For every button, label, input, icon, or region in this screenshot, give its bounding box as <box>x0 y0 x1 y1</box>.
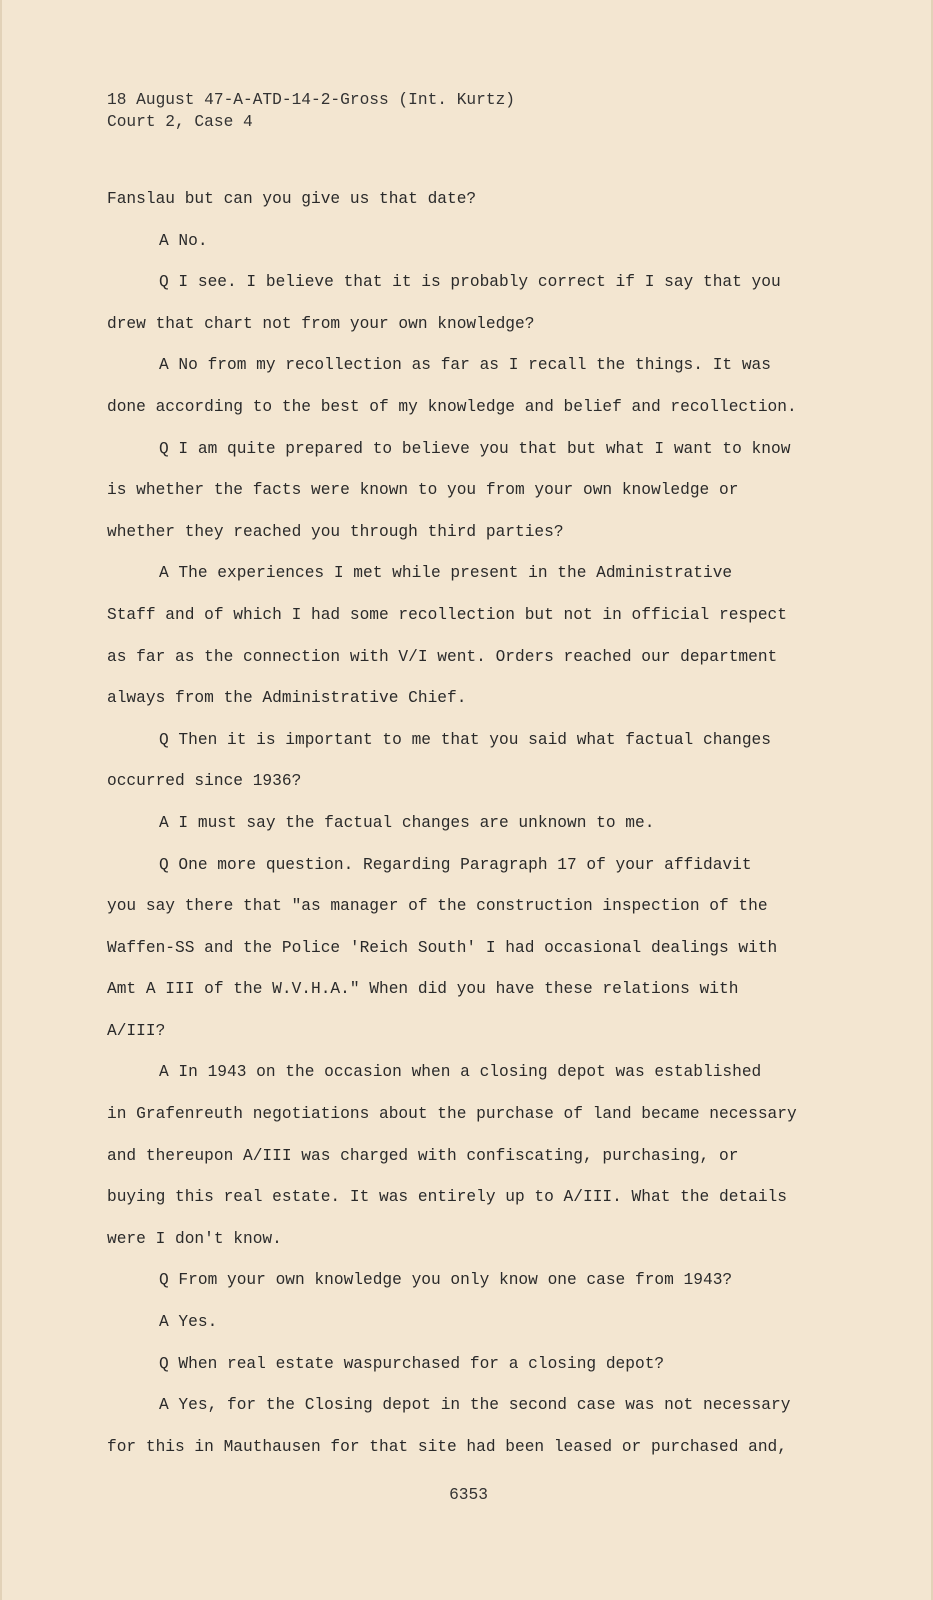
transcript-body <box>107 188 847 1477</box>
transcript-line: Q I see. I believe that it is probably correct if I say that you <box>159 273 781 292</box>
transcript-line: in Grafenreuth negotiations about the purchase of land became necessary <box>107 1105 797 1124</box>
header-line-2: Court 2, Case 4 <box>107 113 253 131</box>
transcript-line: Q Then it is important to me that you said what factual changes <box>159 730 771 749</box>
transcript-line: A In 1943 on the occasion when a closing depot was established <box>159 1063 762 1082</box>
transcript-line: A Yes. <box>159 1313 218 1332</box>
transcript-line: A The experiences I met while present in the Administrative <box>159 564 733 583</box>
transcript-line: Staff and of which I had some recollection but not in official respect <box>107 605 787 624</box>
transcript-line: A I must say the factual changes are unknown to me. <box>159 813 655 832</box>
transcript-line: done according to the best of my knowledge and belief and recollection. <box>107 397 797 416</box>
transcript-line: Q One more question. Regarding Paragraph 17 of your affidavit <box>159 855 752 874</box>
transcript-line: A No. <box>159 231 208 250</box>
transcript-line: for this in Mauthausen for that site had been leased or purchased and, <box>107 1437 787 1456</box>
transcript-line: drew that chart not from your own knowledge? <box>107 314 535 333</box>
transcript-line: Fanslau but can you give us that date? <box>107 190 477 208</box>
transcript-line: you say there that "as manager of the construction inspection of the <box>107 897 768 916</box>
transcript-line: as far as the connection with V/I went. Orders reached our department <box>107 647 778 666</box>
transcript-line: A Yes, for the Closing depot in the second case was not necessary <box>159 1396 791 1415</box>
transcript-line: A No from my recollection as far as I recall the things. It was <box>159 356 771 375</box>
document-header <box>107 89 515 133</box>
transcript-line: Q I am quite prepared to believe you that but what I want to know <box>159 439 791 458</box>
transcript-line: always from the Administrative Chief. <box>107 689 467 708</box>
header-line-1: 18 August 47-A-ATD-14-2-Gross (Int. Kurtz) <box>107 91 515 109</box>
transcript-line: Q From your own knowledge you only know one case from 1943? <box>159 1271 733 1290</box>
transcript-line: were I don't know. <box>107 1229 282 1248</box>
transcript-line: and thereupon A/III was charged with confiscating, purchasing, or <box>107 1146 739 1165</box>
transcript-line: whether they reached you through third parties? <box>107 522 564 541</box>
transcript-line: Amt A III of the W.V.H.A." When did you have these relations with <box>107 980 739 999</box>
transcript-line: occurred since 1936? <box>107 772 302 791</box>
transcript-line: buying this real estate. It was entirely up to A/III. What the details <box>107 1188 787 1207</box>
transcript-line: Waffen-SS and the Police 'Reich South' I had occasional dealings with <box>107 938 778 957</box>
transcript-line: is whether the facts were known to you from your own knowledge or <box>107 481 739 500</box>
transcript-line: A/III? <box>107 1021 166 1040</box>
transcript-line: Q When real estate waspurchased for a closing depot? <box>159 1354 665 1373</box>
page-number: 6353 <box>449 1486 488 1504</box>
